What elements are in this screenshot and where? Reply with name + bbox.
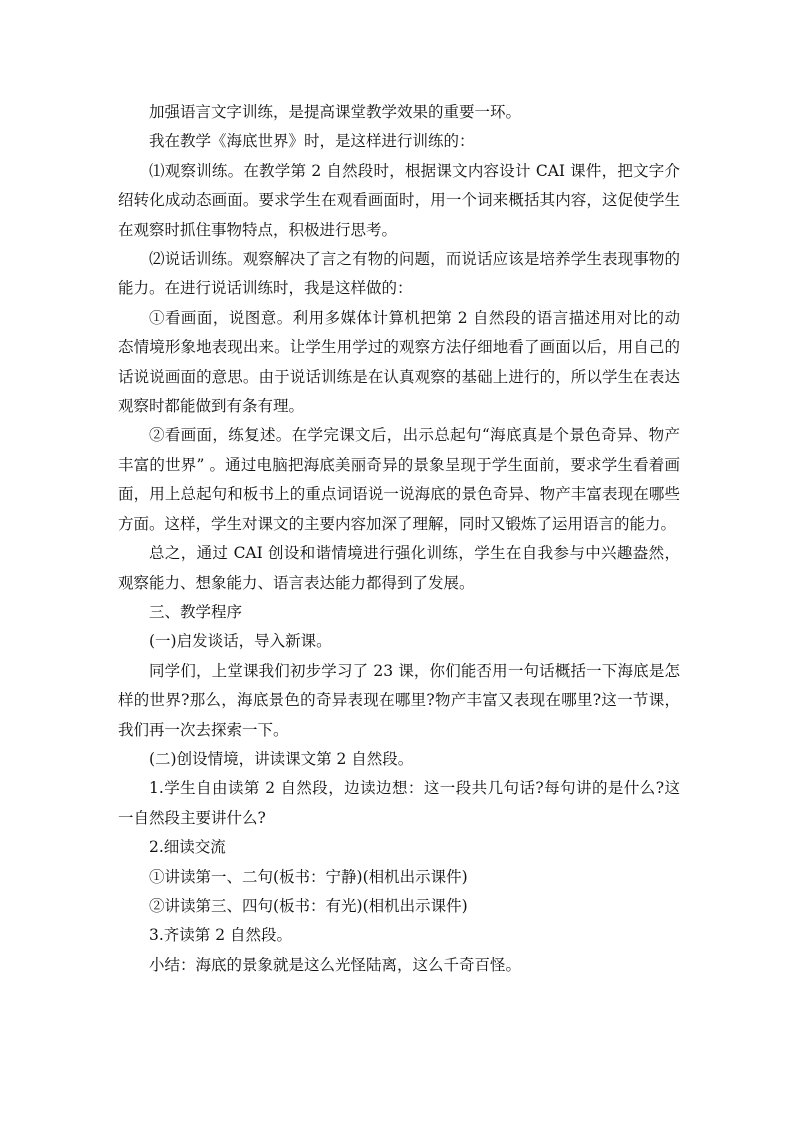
paragraph: ⑵说话训练。观察解决了言之有物的问题，而说话应该是培养学生表现事物的能力。在进行说话训练时，我是这样做的：	[118, 250, 680, 298]
list-item: 2.细读交流	[149, 838, 226, 857]
subsection-heading: (一)启发谈话，导入新课。	[149, 632, 332, 651]
paragraph: ①看画面，说图意。利用多媒体计算机把第 2 自然段的语言描述用对比的动态情境形象地表现出来。让学生用学过的观察方法仔细地看了画面以后，用自己的话说说画面的意思。由于说话训练是在认真观察的基础上进行的，所以学生在表达观察时都能做到有条有理。	[118, 308, 680, 416]
paragraph: 总之，通过 CAI 创设和谐情境进行强化训练，学生在自我参与中兴趣盎然，观察能力、想象能力、语言表达能力都得到了发展。	[118, 544, 680, 592]
paragraph: 小结：海底的景象就是这么光怪陆离，这么千奇百怪。	[149, 955, 522, 974]
list-item: ①讲读第一、二句(板书：宁静)(相机出示课件)	[149, 867, 468, 886]
document-body	[118, 98, 680, 980]
paragraph: 加强语言文字训练，是提高课堂教学效果的重要一环。	[149, 103, 522, 121]
list-item: 1.学生自由读第 2 自然段，边读边想：这一段共几句话?每句讲的是什么?这一自然段主要讲什么?	[118, 779, 680, 827]
section-heading: 三、教学程序	[149, 602, 243, 621]
paragraph: 同学们，上堂课我们初步学习了 23 课，你们能否用一句话概括一下海底是怎样的世界?那么，海底景色的奇异表现在哪里?物产丰富又表现在哪里?这一节课，我们再一次去探索一下。	[118, 661, 680, 739]
list-item: ②讲读第三、四句(板书：有光)(相机出示课件)	[149, 896, 468, 915]
paragraph: 我在教学《海底世界》时，是这样进行训练的：	[149, 132, 475, 151]
paragraph: ⑴观察训练。在教学第 2 自然段时，根据课文内容设计 CAI 课件，把文字介绍转化成动态画面。要求学生在观看画面时，用一个词来概括其内容，这促使学生在观察时抓住事物特点，积极进行思考。	[118, 161, 680, 239]
list-item: 3.齐读第 2 自然段。	[149, 926, 293, 945]
paragraph: ②看画面，练复述。在学完课文后，出示总起句“海底真是个景色奇异、物产丰富的世界” 。通过电脑把海底美丽奇异的景象呈现于学生面前，要求学生看着画面，用上总起句和板书上的重点词语说一说海底的景色奇异、物产丰富表现在哪些方面。这样，学生对课文的主要内容加深了理解，同时又锻炼了运用语言的能力。	[118, 426, 680, 533]
subsection-heading: (二)创设情境，讲读课文第 2 自然段。	[149, 749, 414, 768]
